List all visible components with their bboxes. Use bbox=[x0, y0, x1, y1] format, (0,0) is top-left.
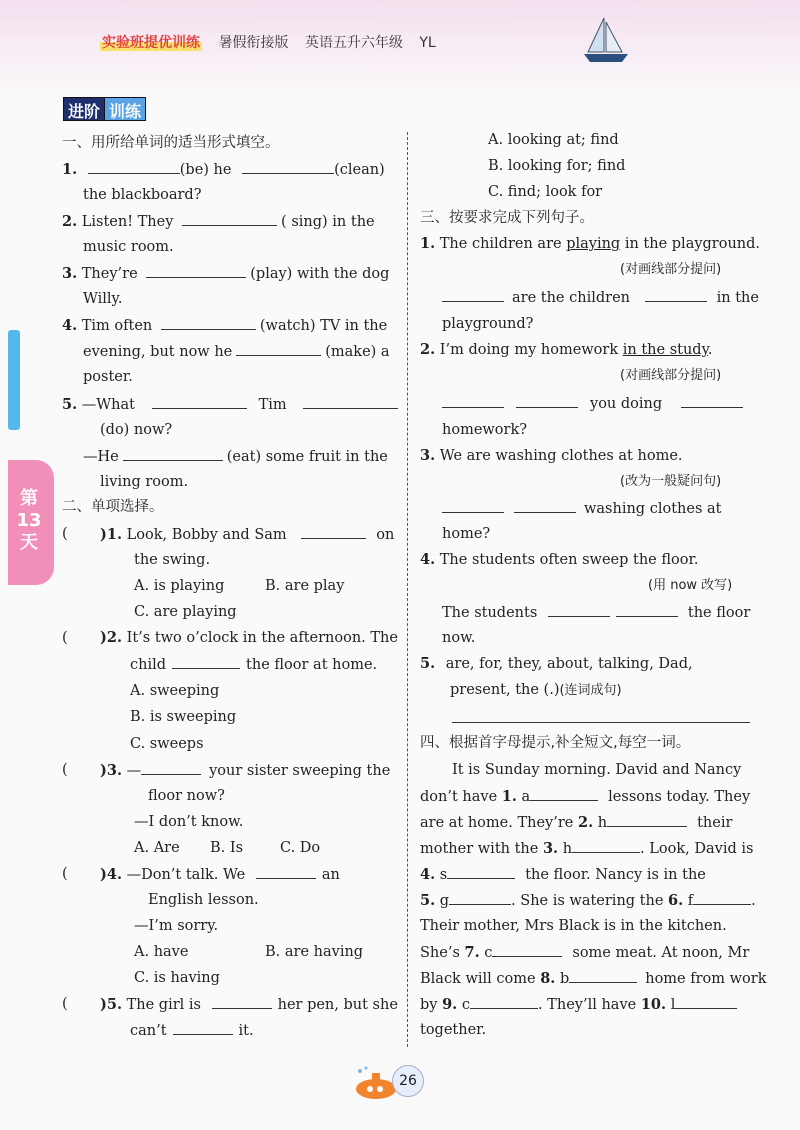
mc1-line1: )1. Look, Bobby and Sam on bbox=[100, 526, 395, 543]
r5-line1: 5. are, for, they, about, talking, Dad, bbox=[420, 655, 693, 672]
mc1-paren: ( bbox=[62, 526, 68, 542]
mc3-option-c: C. Do bbox=[280, 840, 321, 856]
r1-line1: 1. The children are playing in the playground. bbox=[420, 235, 761, 252]
q5-line3: —He (eat) some fruit in the bbox=[83, 446, 388, 467]
passage-line11: together. bbox=[420, 1022, 487, 1038]
section2-title: 二、单项选择。 bbox=[62, 499, 164, 515]
mc2-line1: )2. It’s two o’clock in the afternoon. The bbox=[100, 629, 398, 646]
mc3-line2: floor now? bbox=[148, 788, 225, 804]
mc5-paren: ( bbox=[62, 996, 68, 1012]
section3-title: 三、按要求完成下列句子。 bbox=[420, 210, 594, 226]
mc3-option-b: B. Is bbox=[210, 840, 244, 856]
side-bar bbox=[8, 330, 20, 430]
r3-line1: 3. We are washing clothes at home. bbox=[420, 447, 683, 464]
q4-line1: 4. Tim often (watch) TV in the bbox=[62, 317, 388, 334]
mc2-option-c: C. sweeps bbox=[130, 736, 204, 752]
q5-line2: (do) now? bbox=[100, 422, 173, 438]
q1-line1: 1. (be) he (clean) bbox=[62, 161, 385, 178]
header-title bbox=[100, 32, 448, 52]
sailboat-icon bbox=[578, 12, 634, 68]
r3-hint: (改为一般疑问句) bbox=[620, 474, 722, 489]
r5-line2: present, the (.)(连词成句) bbox=[450, 682, 622, 698]
q5-line1: 5. —What Tim bbox=[62, 394, 398, 415]
mc1-option-b: B. are play bbox=[265, 578, 345, 594]
column-divider bbox=[407, 132, 408, 1047]
mc5-line2: can’t it. bbox=[130, 1020, 254, 1041]
mc4-paren: ( bbox=[62, 866, 68, 882]
r2-hint: (对画线部分提问) bbox=[620, 368, 722, 383]
mc4-option-b: B. are having bbox=[265, 944, 364, 960]
section4-title: 四、根据首字母提示,补全短文,每空一词。 bbox=[420, 735, 691, 751]
mc4-line1: )4. —Don’t talk. We an bbox=[100, 866, 340, 883]
series-name: 实验班提优训练 bbox=[102, 35, 200, 51]
edition: 暑假衔接版 bbox=[218, 35, 289, 51]
r4-hint: (用 now 改写) bbox=[648, 578, 733, 593]
r4-line3: now. bbox=[442, 630, 476, 646]
section-badge bbox=[63, 97, 146, 121]
r5-answer-line bbox=[452, 722, 750, 723]
page-number: 26 bbox=[392, 1065, 424, 1097]
passage-line3: are at home. They’re 2. h their bbox=[420, 814, 733, 831]
passage-line9: Black will come 8. b home from work bbox=[420, 970, 767, 987]
r2-line1: 2. I’m doing my homework in the study. bbox=[420, 341, 713, 358]
day-tab-label: 第13天 bbox=[16, 488, 42, 553]
q2-line2: music room. bbox=[83, 239, 174, 255]
mc4-option-a-r: A. looking at; find bbox=[488, 132, 619, 148]
section1-title: 一、用所给单词的适当形式填空。 bbox=[62, 135, 280, 151]
r2-line3: homework? bbox=[442, 422, 528, 438]
mc5-line1: )5. The girl is her pen, but she bbox=[100, 996, 398, 1013]
subject: 英语五升六年级 bbox=[304, 35, 403, 51]
mc4-option-c: C. is having bbox=[134, 970, 220, 986]
r3-line3: home? bbox=[442, 526, 491, 542]
r1-line2: are the children in the bbox=[442, 287, 759, 308]
mc3-line1: )3. — your sister sweeping the bbox=[100, 762, 391, 779]
r4-line1: 4. The students often sweep the floor. bbox=[420, 551, 699, 568]
passage-line6: 5. g . She is watering the 6. f . bbox=[420, 892, 756, 909]
mc3-option-a: A. Are bbox=[134, 840, 180, 856]
r4-line2: The students the floor bbox=[442, 602, 750, 623]
mc2-option-b: B. is sweeping bbox=[130, 709, 237, 725]
passage-line4: mother with the 3. h . Look, David is bbox=[420, 840, 754, 857]
mc3-paren: ( bbox=[62, 762, 68, 778]
mc4-option-c-r: C. find; look for bbox=[488, 184, 603, 200]
q3-line1: 3. They’re (play) with the dog bbox=[62, 265, 390, 282]
r1-hint: (对画线部分提问) bbox=[620, 262, 722, 277]
r3-line2: washing clothes at bbox=[442, 498, 721, 519]
mc2-line2: child the floor at home. bbox=[130, 654, 377, 675]
mc1-option-a: A. is playing bbox=[134, 578, 225, 594]
q4-line2: evening, but now he (make) a bbox=[83, 341, 390, 362]
mc2-paren: ( bbox=[62, 630, 68, 646]
passage-line7: Their mother, Mrs Black is in the kitchen. bbox=[420, 918, 727, 934]
mc4-option-a: A. have bbox=[134, 944, 189, 960]
mc4-option-b-r: B. looking for; find bbox=[488, 158, 626, 174]
r2-line2: you doing bbox=[442, 393, 743, 414]
q3-line2: Willy. bbox=[83, 291, 123, 307]
q5-line4: living room. bbox=[100, 474, 189, 490]
passage-line5: 4. s the floor. Nancy is in the bbox=[420, 866, 706, 883]
badge-part2: 训练 bbox=[105, 97, 146, 121]
badge-part1: 进阶 bbox=[63, 97, 105, 121]
passage-line2: don’t have 1. a lessons today. They bbox=[420, 788, 751, 805]
q2-line1: 2. Listen! They ( sing) in the bbox=[62, 213, 375, 230]
publisher: YL bbox=[419, 35, 436, 51]
mc4-line2: English lesson. bbox=[148, 892, 259, 908]
passage-line10: by 9. c . They’ll have 10. l bbox=[420, 994, 737, 1015]
passage-line1: It is Sunday morning. David and Nancy bbox=[452, 762, 742, 778]
q4-line3: poster. bbox=[83, 369, 133, 385]
mc3-line3: —I don’t know. bbox=[134, 814, 244, 830]
passage-line8: She’s 7. c some meat. At noon, Mr bbox=[420, 944, 750, 961]
mc2-option-a: A. sweeping bbox=[130, 683, 220, 699]
mc1-line2: the swing. bbox=[134, 552, 211, 568]
mc1-option-c: C. are playing bbox=[134, 604, 237, 620]
q1-line2: the blackboard? bbox=[83, 187, 202, 203]
mc4-line3: —I’m sorry. bbox=[134, 918, 219, 934]
r1-line3: playground? bbox=[442, 316, 534, 332]
